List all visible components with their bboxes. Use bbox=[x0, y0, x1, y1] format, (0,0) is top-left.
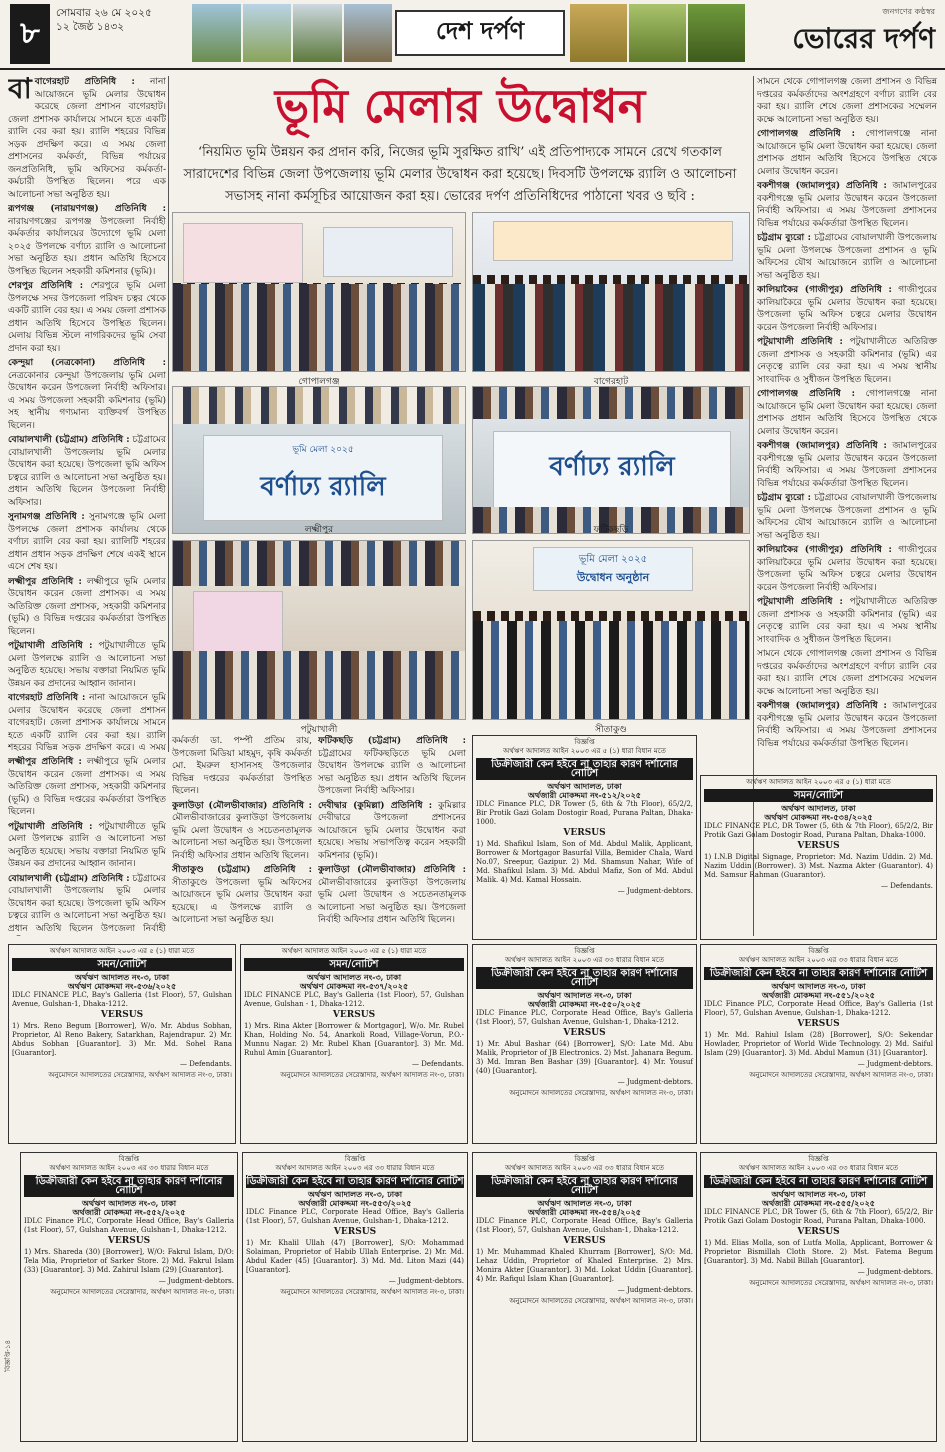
article-para: বকশীগঞ্জ (জামালপুর) প্রতিনিধি : জামালপুরের বকশীগঞ্জে ভূমি মেলার উদ্বোধন করেন উপজেলা নির্বাহী অফিসার। এ সময় উপজেলা প্রশাসনের বিভিন্ন পর্যায়ের কর্মকর্তারা উপস্থিত ছিলেন। bbox=[757, 181, 937, 229]
mid-column-2 bbox=[318, 735, 466, 935]
legal-notice: বিজ্ঞপ্তি অর্থঋণ আদালত আইন ২০০৩ এর ৩৩ ধারার বিধান মতে ডিক্রীজারী কেন হইবে না তাহার কারণ দর্শানোর নোটিশ অর্থঋণ আদালত নং-৩, ঢাকা অর্থজারী মোকদ্দমা নং-৫৫৪/২০২৫ IDLC Finance PLC, Corporate Head Office, Bay's Galleria (1st Floor), 57, Gulshan Avenue, Gulshan-1, Dhaka-1212. VERSUS 1) Mr. Muhammad Khaled Khurram [Borrower], S/O: Md. Lehaz Uddin, Proprietor of Khaled Enterprise. 2) Mrs. Monira Akter [Guarantor]. 3) Md. Lokat Uddin [Guarantor]. 4) Mr. Rafiqul Islam Khan [Guarantor]. — Judgment-debtors. অনুমোদনে আদালতের সেরেস্তাদার, অর্থঋণ আদালত নং-৩, ঢাকা। bbox=[472, 1152, 697, 1442]
notice-title: ডিক্রীজারী কেন হইবে না তাহার কারণ দর্শানোর নোটিশ bbox=[476, 1175, 693, 1197]
main-headline: ভূমি মেলার উদ্বোধন bbox=[274, 79, 646, 133]
photo-caption: পটুয়াখালী bbox=[300, 725, 338, 735]
article-para: গোপালগঞ্জ প্রতিনিধি : গোপালগঞ্জে নানা আয়োজনে ভূমি মেলা উদ্বোধন করা হয়েছে। জেলা প্রশাসক প্রধান অতিথি হিসেবে উপস্থিত থেকে মেলার উদ্বোধন করেন। bbox=[757, 389, 937, 437]
article-para: শেরপুর প্রতিনিধি : শেরপুরে ভূমি মেলা উপলক্ষে সদর উপজেলা পরিষদ চত্বর থেকে একটি র‌্যালি বের হয়। এ সময় জেলা প্রশাসক প্রধান অতিথি হিসেবে উপস্থিত ছিলেন। মেলায় বিভিন্ন স্টলে নাগরিকদের ভূমি সেবা প্রদান করা হয়। bbox=[8, 281, 166, 354]
legal-notice: বিজ্ঞপ্তি অর্থঋণ আদালত আইন ২০০৩ এর ৫ (১) ধারা বিধান মতে ডিক্রীজারী কেন হইবে না তাহার কারণ দর্শানোর নোটিশ অর্থঋণ আদালত, ঢাকা অর্থজারী মোকদ্দমা নং-৫১২/২০২৫ IDLC Finance PLC, DR Tower (5, 6th & 7th Floor), 65/2/2, Bir Protik Gazi Golam Dostogir Road, Purana Paltan, Dhaka-1000. VERSUS 1) Md. Shafikul Islam, Son of Md. Abdul Malik, Applicant, Borrower & Mortgagor Basurfal Villa, Bemider Chala, Ward No.07, Sreepur, Gazipur. 2) Md. Shamsun Nahar, Wife of Md. Shafikul Islam. 3) Md. Abdul Mafiz, Son of Md. Abdul Malik. 4) Md. Kamal Hossain. — Judgment-debtors. bbox=[472, 735, 697, 940]
notice-title: ডিক্রীজারী কেন হইবে না তাহার কারণ দর্শানোর নোটিশ bbox=[246, 1176, 464, 1187]
rally-banner-text: বর্ণাঢ্য র‌্যালি bbox=[549, 452, 675, 482]
article-para: বোয়ালখালী (চট্টগ্রাম) প্রতিনিধি : চট্টগ্রামের বোয়ালখালী উপজেলায় ভূমি মেলার উদ্বোধন করা হয়েছে। উপজেলা ভূমি অফিস চত্বরে র‌্যালি ও আলোচনা সভা অনুষ্ঠিত হয়। প্রধান অতিথি ছিলেন উপজেলা নির্বাহী অফিসার। bbox=[8, 435, 166, 508]
article-para: পটুয়াখালী প্রতিনিধি : পটুয়াখালীতে ভূমি মেলা উপলক্ষে র‌্যালি ও আলোচনা সভা অনুষ্ঠিত হয়েছে। সভায় বক্তারা নিয়মিত ভূমি উন্নয়ন কর প্রদানের আহ্বান জানান। bbox=[8, 821, 166, 869]
photo-caption: লক্ষ্মীপুর bbox=[304, 525, 334, 535]
article-para: বাবাগেরহাট প্রতিনিধি : নানা আয়োজনে ভূমি মেলার উদ্বোধন করেছে জেলা প্রশাসন বাগেরহাট। জেলা প্রশাসক কার্যালয়ে সামনে হতে একটি র‌্যালি বের করা হয়। র‌্যালি শহরের বিভিন্ন সড়ক প্রদক্ষিণ করে। এ সময় জেলা প্রশাসনের কর্মকর্তা, বিভিন্ন পর্যায়ের জনপ্রতিনিধি, ভূমি অফিসের কর্মকর্তা-কর্মচারী উপস্থিত ছিলেন। পরে এক আলোচনা সভা অনুষ্ঠিত হয়। bbox=[8, 76, 166, 200]
legal-notice: অর্থঋণ আদালত আইন ২০০৩ এর ৫ (১) ধারা মতে সমন/নোটিশ অর্থঋণ আদালত নং-৩, ঢাকা অর্থঋণ মোকদ্দমা নং-৫৩৬/২০২৫ IDLC FINANCE PLC, Bay's Galleria (1st Floor), 57, Gulshan Avenue, Gulshan-1, Dhaka-1212. VERSUS 1) Mrs. Reno Begum [Borrower], W/o. Mr. Abdus Sobhan, Proprietor, Al Reno Bakery, Satarkhan, Rajendrapur. 2) Mr. Abdus Sobhan [Guarantor]. 3) Mr. Md. Sohel Rana [Guarantor]. — Defendants. অনুমোদনে আদালতের সেরেস্তাদার, অর্থঋণ আদালত নং-৩, ঢাকা। bbox=[8, 944, 236, 1144]
photo-lakshmipur bbox=[172, 386, 466, 534]
article-para: সামনে থেকে গোপালগঞ্জ জেলা প্রশাসন ও বিভিন্ন দপ্তরের কর্মকর্তাদের অংশগ্রহণে বর্ণাঢ্য র‌্যালি বের করা হয়। র‌্যালি শেষে জেলা প্রশাসকের সম্মেলন কক্ষে আলোচনা সভা অনুষ্ঠিত হয়। bbox=[757, 77, 937, 125]
notice-title: সমন/নোটিশ bbox=[12, 958, 232, 971]
notice-title: ডিক্রীজারী কেন হইবে না তাহার কারণ দর্শানোর নোটিশ bbox=[476, 967, 693, 989]
photo-caption: বাগেরহাট bbox=[593, 377, 629, 387]
right-column bbox=[757, 76, 937, 776]
masthead-photo-strip-left bbox=[192, 4, 392, 62]
article-para: গোপালগঞ্জ প্রতিনিধি : গোপালগঞ্জে নানা আয়োজনে ভূমি মেলা উদ্বোধন করা হয়েছে। জেলা প্রশাসক প্রধান অতিথি হিসেবে উপস্থিত থেকে মেলার উদ্বোধন করেন। bbox=[757, 129, 937, 177]
article-para: পটুয়াখালী প্রতিনিধি : পটুয়াখালীতে অতিরিক্ত জেলা প্রশাসক ও সহকারী কমিশনার (ভূমি) এর নেতৃত্বে র‌্যালি বের করা হয়। এ সময় স্থানীয় সাংবাদিক ও সুধীজন উপস্থিত ছিলেন। bbox=[757, 597, 937, 645]
notice-title: সমন/নোটিশ bbox=[244, 958, 464, 971]
article-para: রূপগঞ্জ (নারায়ণগঞ্জ) প্রতিনিধি : নারায়ণগঞ্জের রূপগঞ্জ উপজেলা নির্বাহী কর্মকর্তার কার্যালয়ের উদ্যোগে ভূমি মেলা ২০২৫ উপলক্ষে বর্ণাঢ্য র‌্যালি ও আলোচনা সভা অনুষ্ঠিত হয়। প্রধান অতিথি হিসেবে উপস্থিত ছিলেন সহকারী কমিশনার (ভূমি)। bbox=[8, 204, 166, 277]
left-column bbox=[8, 76, 166, 752]
date-line bbox=[56, 6, 186, 34]
legal-notice: বিজ্ঞপ্তি অর্থঋণ আদালত আইন ২০০৩ এর ৩৩ ধারার বিধান মতে ডিক্রীজারী কেন হইবে না তাহার কারণ দর্শানোর নোটিশ অর্থঋণ আদালত নং-৩, ঢাকা অর্থজারী মোকদ্দমা নং-৫৫৫/২০২৫ IDLC FINANCE PLC, DR Tower (5, 6th & 7th Floor), 65/2/2, Bir Protik Gazi Golam Dostogir Road, Purana Paltan, Dhaka-1000. VERSUS 1) Md. Elias Molla, son of Lutfa Molla, Applicant, Borrower & Proprietor Bismillah Cloth Store. 2) Mst. Fatema Begum [Guarantor]. 3) Md. Nabil Billah [Guarantor]. — Judgment-debtors. অনুমোদনে আদালতের সেরেস্তাদার, অর্থঋণ আদালত নং-৩, ঢাকা। bbox=[700, 1152, 937, 1442]
article-para: সুনামগঞ্জ প্রতিনিধি : সুনামগঞ্জে ভূমি মেলা উপলক্ষে জেলা প্রশাসক কার্যালয় থেকে বর্ণাঢ্য র‌্যালি বের করা হয়। র‌্যালিটি শহরের প্রধান প্রধান সড়ক প্রদক্ষিণ শেষে একই স্থানে এসে শেষ হয়। bbox=[8, 512, 166, 572]
brand-tagline: জনগণের কণ্ঠস্বর bbox=[882, 7, 935, 16]
article-para: বোয়ালখালী (চট্টগ্রাম) প্রতিনিধি : চট্টগ্রামের বোয়ালখালী উপজেলায় ভূমি মেলার উদ্বোধন করা হয়েছে। উপজেলা ভূমি অফিস চত্বরে র‌্যালি ও আলোচনা সভা অনুষ্ঠিত হয়। প্রধান অতিথি ছিলেন উপজেলা নির্বাহী bbox=[8, 873, 166, 934]
notice-title: সমন/নোটিশ bbox=[704, 789, 933, 802]
article-para: লক্ষ্মীপুর প্রতিনিধি : লক্ষ্মীপুরে ভূমি মেলার উদ্বোধন করেন জেলা প্রশাসক। এ সময় অতিরিক্ত জেলা প্রশাসক, সহকারী কমিশনার (ভূমি) ও বিভিন্ন দপ্তরের কর্মকর্তারা উপস্থিত ছিলেন। bbox=[8, 576, 166, 637]
article-para: কর্মকর্তা ডা. পম্পী প্রতিম রায়, উপজেলা মিডিয়া মাহমুদ, কৃষি কর্মকর্তা মো. ইমরুল হাসানসহ উপজেলার বিভিন্ন দপ্তরের কর্মকর্তারা উপস্থিত ছিলেন। bbox=[172, 736, 312, 796]
photo-caption: সীতাকুণ্ড bbox=[595, 725, 627, 735]
article-para: চট্টগ্রাম ব্যুরো : চট্টগ্রামের বোয়ালখালী উপজেলায় ভূমি মেলা উপলক্ষে উপজেলা প্রশাসন ও ভূমি অফিসের যৌথ আয়োজনে র‌্যালি ও আলোচনা সভা অনুষ্ঠিত হয়। bbox=[757, 493, 937, 541]
legal-notice: অর্থঋণ আদালত আইন ২০০৩ এর ৫ (১) ধারা মতে সমন/নোটিশ অর্থঋণ আদালত, ঢাকা অর্থঋণ মোকদ্দমা নং-৫৩৪/২০২৫ IDLC FINANCE PLC, DR Tower (5, 6th & 7th Floor), 65/2/2, Bir Protik Gazi Golam Dostogir Road, Purana Paltan, Dhaka-1000. VERSUS 1) I.N.B Digital Signage, Proprietor: Md. Nazim Uddin. 2) Md. Nazim Uddin (Borrower). 3) Mst. Nazma Akter (Guarantor). 4) Md. Samsur Rahman (Guarantor). — Defendants. bbox=[700, 775, 937, 940]
rally-banner-text: বর্ণাঢ্য র‌্যালি bbox=[260, 472, 386, 502]
legal-notice: বিজ্ঞপ্তি অর্থঋণ আদালত আইন ২০০৩ এর ৩৩ ধারার বিধান মতে ডিক্রীজারী কেন হইবে না তাহার কারণ দর্শানোর নোটিশ অর্থঋণ আদালত নং-৩, ঢাকা অর্থজারী মোকদ্দমা নং-৫৫১/২০২৫ IDLC Finance PLC, Corporate Head Office, Bay's Galleria (1st Floor), 57, Gulshan Avenue, Gulshan-1, Dhaka-1212. VERSUS 1) Mr. Md. Rahiul Islam (28) [Borrower], S/O: Sekendar Howlader, Proprietor of World Wide Technology. 2) Md. Saiful Islam (29) [Guarantor]. 3) Md. Abdul Mamun (31) [Guarantor]. — Judgment-debtors. অনুমোদনে আদালতের সেরেস্তাদার, অর্থঋণ আদালত নং-৩, ঢাকা। bbox=[700, 944, 937, 1144]
section-title: দেশ দর্পণ bbox=[395, 10, 565, 56]
article-para: ফটিকছড়ি (চট্টগ্রাম) প্রতিনিধি : চট্টগ্রামের ফটিকছড়িতে ভূমি মেলা উদ্বোধন উপলক্ষে র‌্যালি ও আলোচনা সভা অনুষ্ঠিত হয়। প্রধান অতিথি ছিলেন উপজেলা নির্বাহী অফিসার। bbox=[318, 736, 466, 796]
notice-title: ডিক্রীজারী কেন হইবে না তাহার কারণ দর্শানোর নোটিশ bbox=[476, 758, 693, 780]
notice-title: ডিক্রীজারী কেন হইবে না তাহার কারণ দর্শানোর নোটিশ bbox=[704, 967, 933, 980]
mela-label: ভূমি মেলা ২০২৫ bbox=[292, 445, 354, 455]
legal-notice: অর্থঋণ আদালত আইন ২০০৩ এর ৫ (১) ধারা মতে সমন/নোটিশ অর্থঋণ আদালত নং-৩, ঢাকা অর্থঋণ মোকদ্দমা নং-৫৩৭/২০২৫ IDLC FINANCE PLC, Bay's Galleria (1st Floor), 57, Gulshan Avenue, Gulshan - 1, Dhaka-1212. VERSUS 1) Mrs. Rina Akter [Borrower & Mortgagor], W/o. Mr. Rubel Khan, Holding No. 54, Anarkoli Road, Village-Vorun, P.O.-Munnu Nagar. 2) Mr. Rubel Khan [Guarantor]. 3) Mr. Md. Ruhul Amin [Guarantor]. — Defendants. অনুমোদনে আদালতের সেরেস্তাদার, অর্থঋণ আদালত নং-৩, ঢাকা। bbox=[240, 944, 468, 1144]
mela-banner-label: ভূমি মেলা ২০২৫ bbox=[578, 554, 648, 565]
photo-gopalganj bbox=[172, 212, 466, 372]
photo-sitakunda bbox=[472, 540, 750, 720]
brand-name: ভোরের দর্পণ bbox=[792, 22, 935, 55]
article-para: সীতাকুণ্ড (চট্টগ্রাম) প্রতিনিধি : সীতাকুণ্ডে উপজেলা ভূমি অফিসের আয়োজনে ভূমি মেলার উদ্বোধন করা হয়েছে। এ উপলক্ষে র‌্যালি ও আলোচনা সভা অনুষ্ঠিত হয়। bbox=[172, 865, 312, 925]
photo-bagerhat bbox=[472, 212, 750, 372]
notice-title: ডিক্রীজারী কেন হইবে না তাহার কারণ দর্শানোর নোটিশ bbox=[704, 1175, 933, 1188]
article-para: চট্টগ্রাম ব্যুরো : চট্টগ্রামের বোয়ালখালী উপজেলায় ভূমি মেলা উপলক্ষে উপজেলা প্রশাসন ও ভূমি অফিসের যৌথ আয়োজনে র‌্যালি ও আলোচনা সভা অনুষ্ঠিত হয়। bbox=[757, 233, 937, 281]
photo-patuakhali bbox=[172, 540, 466, 720]
masthead-photo-strip-right bbox=[570, 4, 745, 62]
page-number: ৮ bbox=[10, 4, 50, 64]
mid-column-1 bbox=[172, 735, 312, 935]
headline-intro: ‘নিয়মিত ভূমি উন্নয়ন কর প্রদান করি, নিজের ভূমি সুরক্ষিত রাখি’ এই প্রতিপাদ্যকে সামনে রেখে গতকাল সারাদেশের বিভিন্ন জেলা উপজেলায় ভূমি মেলার উদ্বোধন করা হয়েছে। দিবসটি উপলক্ষে র‌্যালি ও আলোচনা সভাসহ নানা কর্মসূচির আয়োজন করা হয়। ভোরের দর্পণ প্রতিনিধিদের পাঠানো খবর ও ছবি : bbox=[183, 145, 737, 204]
article-para: সামনে থেকে গোপালগঞ্জ জেলা প্রশাসন ও বিভিন্ন দপ্তরের কর্মকর্তাদের অংশগ্রহণে বর্ণাঢ্য র‌্যালি বের করা হয়। র‌্যালি শেষে জেলা প্রশাসকের সম্মেলন কক্ষে আলোচনা সভা অনুষ্ঠিত হয়। bbox=[757, 649, 937, 697]
photo-caption: ফটিকছড়ি bbox=[593, 525, 629, 535]
newspaper-brand bbox=[750, 6, 935, 62]
legal-notice: বিজ্ঞপ্তি অর্থঋণ আদালত আইন ২০০৩ এর ৩৩ ধারার বিধান মতে ডিক্রীজারী কেন হইবে না তাহার কারণ দর্শানোর নোটিশ অর্থঋণ আদালত নং-৩, ঢাকা অর্থজারী মোকদ্দমা নং-৫৫০/২০২৫ IDLC Finance PLC, Corporate Head Office, Bay's Galleria (1st Floor), 57, Gulshan Avenue, Gulshan-1, Dhaka-1212. VERSUS 1) Mr. Abul Bashar (64) [Borrower], S/O: Late Md. Abu Malik, Proprietor of JB Electronics. 2) Mst. Jahanara Begum. 3) Md. Imran Ben Bashar (39) [Guarantor]. 4) Mr. Yousuf (40) [Guarantor]. — Judgment-debtors. অনুমোদনে আদালতের সেরেস্তাদার, অর্থঋণ আদালত নং-৩, ঢাকা। bbox=[472, 944, 697, 1144]
article-para: বকশীগঞ্জ (জামালপুর) প্রতিনিধি : জামালপুরের বকশীগঞ্জে ভূমি মেলার উদ্বোধন করেন উপজেলা নির্বাহী অফিসার। এ সময় উপজেলা প্রশাসনের বিভিন্ন পর্যায়ের কর্মকর্তারা উপস্থিত ছিলেন। bbox=[757, 701, 937, 749]
legal-notice: বিজ্ঞপ্তি অর্থঋণ আদালত আইন ২০০৩ এর ৩৩ ধারার বিধান মতে ডিক্রীজারী কেন হইবে না তাহার কারণ দর্শানোর নোটিশ অর্থঋণ আদালত নং-৩, ঢাকা অর্থজারী মোকদ্দমা নং-৫৫২/২০২৫ IDLC Finance PLC, Corporate Head Office, Bay's Galleria (1st Floor), 57, Gulshan Avenue, Gulshan-1, Dhaka-1212. VERSUS 1) Mrs. Shareda (30) [Borrower], W/O: Fakrul Islam, D/O: Tela Mia, Proprietor of Sarker Store. 2) Md. Fakrul Islam (33) [Guarantor]. 3) Md. Zahirul Islam (29) [Guarantor]. — Judgment-debtors. অনুমোদনে আদালতের সেরেস্তাদার, অর্থঋণ আদালত নং-৩, ঢাকা। bbox=[20, 1152, 238, 1442]
article-para: কালিয়াকৈর (গাজীপুর) প্রতিনিধি : গাজীপুরের কালিয়াকৈরে ভূমি মেলার উদ্বোধন করা হয়েছে। উপজেলা ভূমি অফিস চত্বরে মেলার উদ্বোধন করেন উপজেলা নির্বাহী অফিসার। bbox=[757, 285, 937, 333]
article-para: বাগেরহাট প্রতিনিধি : নানা আয়োজনে ভূমি মেলার উদ্বোধন করেছে জেলা প্রশাসন বাগেরহাট। জেলা প্রশাসক কার্যালয়ে সামনে হতে একটি র‌্যালি বের করা হয়। র‌্যালি শহরের বিভিন্ন সড়ক প্রদক্ষিণ করে। এ সময় bbox=[8, 693, 166, 752]
article-para: লক্ষ্মীপুর প্রতিনিধি : লক্ষ্মীপুরে ভূমি মেলার উদ্বোধন করেন জেলা প্রশাসক। এ সময় অতিরিক্ত জেলা প্রশাসক, সহকারী কমিশনার (ভূমি) ও বিভিন্ন দপ্তরের কর্মকর্তারা উপস্থিত ছিলেন। bbox=[8, 757, 166, 817]
photo-caption: গোপালগঞ্জ bbox=[298, 377, 340, 387]
legal-notice: বিজ্ঞপ্তি অর্থঋণ আদালত আইন ২০০৩ এর ৩৩ ধারার বিধান মতে ডিক্রীজারী কেন হইবে না তাহার কারণ দর্শানোর নোটিশ অর্থঋণ আদালত নং-৩, ঢাকা অর্থজারী মোকদ্দমা নং-৫৫৩/২০২৫ IDLC Finance PLC, Corporate Head Office, Bay's Galleria (1st Floor), 57, Gulshan Avenue, Gulshan-1, Dhaka-1212. VERSUS 1) Mr. Khalil Ullah (47) [Borrower], S/O: Mohammad Solaiman, Proprietor of Habib Ullah Enterprise. 2) Mr. Md. Abdul Kader (45) [Guarantor]. 3) Md. Md. Liton Mazi (44) [Guarantor]. — Judgment-debtors. অনুমোদনে আদালতের সেরেস্তাদার, অর্থঋণ আদালত নং-৩, ঢাকা। bbox=[242, 1152, 468, 1442]
article-para: বকশীগঞ্জ (জামালপুর) প্রতিনিধি : জামালপুরের বকশীগঞ্জে ভূমি মেলার উদ্বোধন করেন উপজেলা নির্বাহী অফিসার। এ সময় উপজেলা প্রশাসনের বিভিন্ন পর্যায়ের কর্মকর্তারা উপস্থিত ছিলেন। bbox=[757, 441, 937, 489]
date-gregorian: সোমবার ২৬ মে ২০২৫ bbox=[56, 7, 152, 19]
side-code: বিজ্ঞপ্তি-১৪ bbox=[4, 1340, 12, 1372]
article-para: পটুয়াখালী প্রতিনিধি : পটুয়াখালীতে ভূমি মেলা উপলক্ষে র‌্যালি ও আলোচনা সভা অনুষ্ঠিত হয়েছে। সভায় বক্তারা নিয়মিত ভূমি উন্নয়ন কর প্রদানের আহ্বান জানান। bbox=[8, 641, 166, 689]
masthead bbox=[0, 0, 945, 70]
left-column-lower bbox=[8, 756, 166, 936]
article-para: পটুয়াখালী প্রতিনিধি : পটুয়াখালীতে অতিরিক্ত জেলা প্রশাসক ও সহকারী কমিশনার (ভূমি) এর নেতৃত্বে র‌্যালি বের করা হয়। এ সময় স্থানীয় সাংবাদিক ও সুধীজন উপস্থিত ছিলেন। bbox=[757, 337, 937, 385]
article-para: কুলাউড়া (মৌলভীবাজার) প্রতিনিধি : মৌলভীবাজারের কুলাউড়া উপজেলায় ভূমি মেলা উদ্বোধন ও সচেতনতামূলক আলোচনা সভা অনুষ্ঠিত হয়। উপজেলা নির্বাহী অফিসার প্রধান অতিথি ছিলেন। bbox=[318, 865, 466, 925]
udbodhon-banner-label: উদ্বোধন অনুষ্ঠান bbox=[576, 571, 650, 584]
article-para: কুলাউড়া (মৌলভীবাজার) প্রতিনিধি : মৌলভীবাজারের কুলাউড়া উপজেলায় ভূমি মেলা উদ্বোধন ও সচেতনতামূলক আলোচনা সভা অনুষ্ঠিত হয়। উপজেলা নির্বাহী অফিসার প্রধান অতিথি ছিলেন। bbox=[172, 800, 312, 861]
article-para: দেবীদ্বার (কুমিল্লা) প্রতিনিধি : কুমিল্লার দেবীদ্বারে উপজেলা প্রশাসনের আয়োজনে ভূমি মেলার উদ্বোধন করা হয়েছে। সভায় সভাপতিত্ব করেন সহকারী কমিশনার (ভূমি)। bbox=[318, 800, 466, 861]
article-para: কেন্দুয়া (নেত্রকোনা) প্রতিনিধি : নেত্রকোনার কেন্দুয়া উপজেলায় ভূমি মেলা উদ্বোধন করেন উপজেলা নির্বাহী অফিসার। এ সময় উপজেলা সহকারী কমিশনার (ভূমি) সহ স্থানীয় গণ্যমান্য ব্যক্তিবর্গ উপস্থিত ছিলেন। bbox=[8, 358, 166, 431]
notice-title: ডিক্রীজারী কেন হইবে না তাহার কারণ দর্শানোর নোটিশ bbox=[24, 1175, 234, 1197]
article-para: কালিয়াকৈর (গাজীপুর) প্রতিনিধি : গাজীপুরের কালিয়াকৈরে ভূমি মেলার উদ্বোধন করা হয়েছে। উপজেলা ভূমি অফিস চত্বরে মেলার উদ্বোধন করেন উপজেলা নির্বাহী অফিসার। bbox=[757, 545, 937, 593]
date-bangla: ১২ জৈষ্ঠ ১৪৩২ bbox=[56, 21, 125, 33]
photo-fatikchhari bbox=[472, 386, 750, 534]
